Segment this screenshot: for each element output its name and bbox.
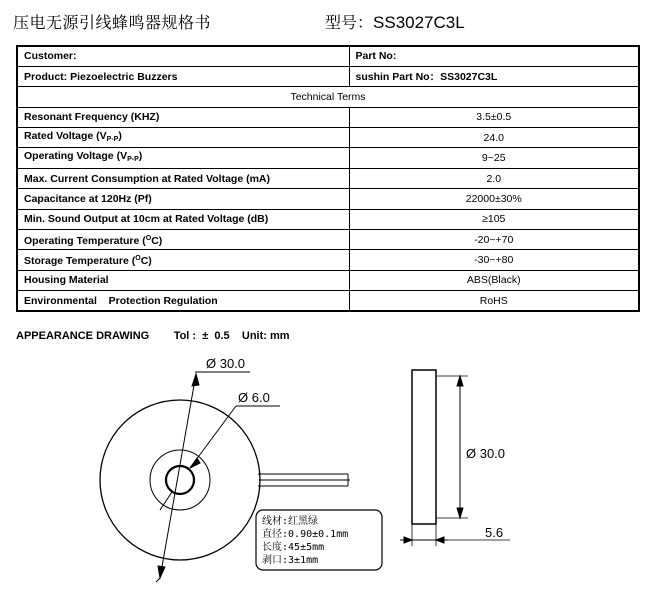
inner-diameter-label: Ø 6.0 bbox=[238, 390, 270, 405]
spec-label-sup: O bbox=[145, 234, 152, 242]
appearance-heading: APPEARANCE DRAWING bbox=[16, 330, 150, 342]
unit-label: Unit: mm bbox=[241, 330, 290, 342]
wire-spec-box bbox=[256, 510, 382, 570]
wire-spec-line bbox=[262, 540, 324, 553]
part-no-cell: Part No: bbox=[349, 46, 639, 66]
table-row bbox=[17, 107, 639, 127]
spec-value: ≥105 bbox=[349, 209, 639, 229]
spec-label-text: Rated Voltage (V bbox=[24, 129, 107, 142]
spec-label: Min. Sound Output at 10cm at Rated Voltage (dB) bbox=[17, 209, 349, 229]
spec-value: 24.0 bbox=[349, 128, 639, 148]
spec-value: 9~25 bbox=[349, 148, 639, 168]
table-row bbox=[17, 168, 639, 188]
model-label: 型号： bbox=[325, 13, 374, 32]
spec-label bbox=[17, 148, 349, 168]
wire-spec-value: 0.90±0.1mm bbox=[288, 529, 349, 540]
wire-spec-value: 45±5mm bbox=[288, 542, 325, 553]
spec-label-post: ) bbox=[118, 129, 122, 142]
wire-spec-key: 长度: bbox=[262, 542, 289, 553]
spec-value: ABS(Black) bbox=[349, 270, 639, 290]
wire-spec-line bbox=[262, 514, 318, 527]
table-row bbox=[17, 128, 639, 148]
table-row-customer bbox=[17, 46, 639, 66]
table-row bbox=[17, 291, 639, 311]
wire-spec-line bbox=[262, 527, 348, 540]
spec-label: Environmental Protection Regulation bbox=[17, 291, 349, 311]
spec-label-post: ) bbox=[138, 150, 143, 163]
spec-value: 22000±30% bbox=[349, 189, 639, 209]
sushin-part-value: SS3027C3L bbox=[440, 70, 498, 83]
spec-label: Resonant Frequency (KHZ) bbox=[17, 107, 349, 127]
sushin-part-cell bbox=[349, 66, 639, 86]
lead-wires bbox=[258, 474, 350, 486]
spec-label: Max. Current Consumption at Rated Voltage (mA) bbox=[17, 168, 349, 188]
section-heading: Technical Terms bbox=[17, 87, 639, 107]
sushin-part-label: sushin Part No： bbox=[355, 70, 441, 83]
spec-label-text: Operating Temperature ( bbox=[24, 234, 146, 247]
spec-label bbox=[17, 128, 349, 148]
table-row bbox=[17, 230, 639, 250]
spec-label: Capacitance at 120Hz (Pf) bbox=[17, 189, 349, 209]
spec-label-post: C) bbox=[140, 255, 152, 268]
product-cell: Product: Piezoelectric Buzzers bbox=[17, 66, 349, 86]
table-row bbox=[17, 250, 639, 270]
spec-label-sub: P-P bbox=[127, 156, 139, 164]
spec-value: 3.5±0.5 bbox=[349, 107, 639, 127]
model-header bbox=[325, 10, 465, 33]
spec-label-sub: P-P bbox=[106, 135, 119, 143]
wire-spec-value: 红黑绿 bbox=[288, 516, 319, 527]
wire-spec-value: 3±1mm bbox=[288, 555, 319, 566]
title-row bbox=[13, 10, 653, 36]
spec-label: Housing Material bbox=[17, 270, 349, 290]
table-row-product bbox=[17, 66, 639, 86]
spec-value: -30~+80 bbox=[349, 250, 639, 270]
table-row bbox=[17, 189, 639, 209]
buzzer-front-view bbox=[100, 400, 260, 560]
table-row-heading bbox=[17, 87, 639, 107]
model-number: SS3027C3L bbox=[373, 13, 465, 32]
wire-spec-key: 直径: bbox=[262, 529, 289, 540]
spec-label-post: C) bbox=[151, 234, 163, 247]
spec-value: -20~+70 bbox=[349, 230, 639, 250]
appearance-header bbox=[16, 330, 290, 342]
outer-diameter-label: Ø 30.0 bbox=[206, 356, 246, 371]
spec-value: 2.0 bbox=[349, 168, 639, 188]
spec-label bbox=[17, 230, 349, 250]
spec-label-text: Operating Voltage (V bbox=[24, 150, 128, 163]
spec-value: RoHS bbox=[349, 291, 639, 311]
table-row bbox=[17, 270, 639, 290]
wire-spec-key: 剥口: bbox=[262, 555, 289, 566]
spec-table bbox=[16, 45, 640, 312]
spec-label-sup: O bbox=[135, 255, 141, 263]
table-row bbox=[17, 148, 639, 168]
wire-spec-key: 线材: bbox=[262, 516, 289, 527]
side-diameter-label: Ø 30.0 bbox=[466, 446, 506, 461]
appearance-drawing bbox=[0, 350, 661, 610]
document-title: 压电无源引线蜂鸣器规格书 bbox=[13, 13, 212, 32]
spec-label bbox=[17, 250, 349, 270]
tolerance-label: Tol : ± 0.5 bbox=[173, 330, 230, 342]
wire-spec-line bbox=[262, 553, 318, 566]
table-row bbox=[17, 209, 639, 229]
spec-label-text: Storage Temperature ( bbox=[24, 255, 136, 268]
customer-cell: Customer: bbox=[17, 46, 349, 66]
thickness-label: 5.6 bbox=[485, 525, 504, 540]
